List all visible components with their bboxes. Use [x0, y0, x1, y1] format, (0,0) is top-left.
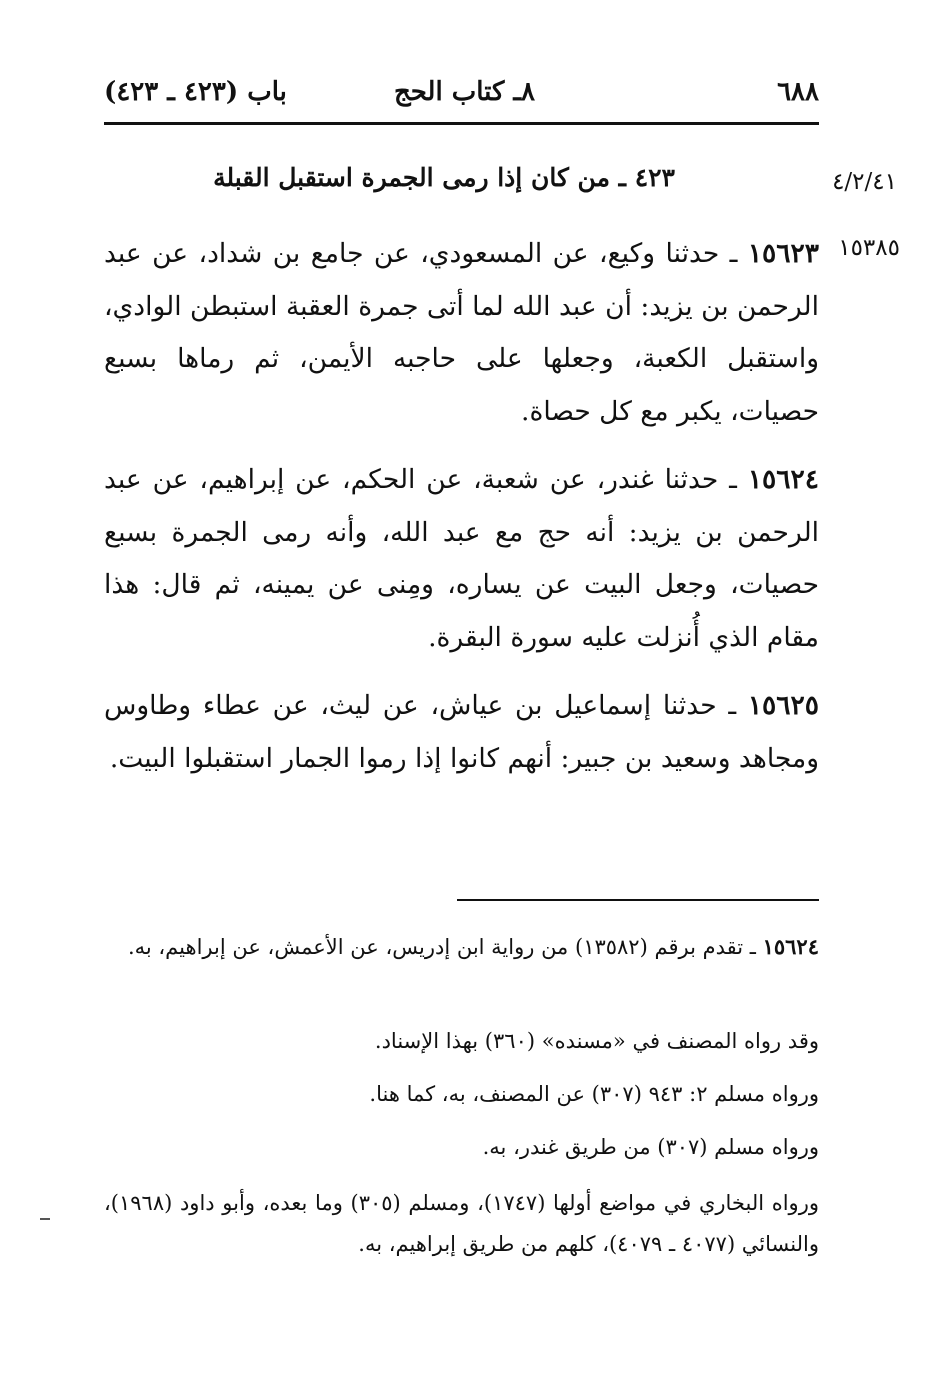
hadith-paragraph: [104, 228, 819, 438]
page-number: ٦٨٨: [777, 77, 819, 107]
hadith-number: ١٥٦٢٤: [747, 464, 819, 495]
chapter-title: ٤٢٣ ـ من كان إذا رمى الجمرة استقبل القبلة: [213, 163, 675, 192]
margin-reference: ٤/٢/٤١: [832, 169, 897, 195]
hadith-text: ـ حدثنا إسماعيل بن عياش، عن ليث، عن عطاء وطاوس ومجاهد وسعيد بن جبير: أنهم كانوا إذا رموا الجمار استقبلوا البيت.: [104, 690, 819, 774]
scan-mark: [40, 1218, 50, 1220]
footnote-separator: [457, 899, 819, 901]
footnote-line: ورواه مسلم ٢: ٩٤٣ (٣٠٧) عن المصنف، به، كما هنا.: [369, 1082, 819, 1106]
hadith-text: ـ حدثنا غندر، عن شعبة، عن الحكم، عن إبراهيم، عن عبد الرحمن بن يزيد: أنه حج مع عبد الله، وأنه رمى الجمرة بسبع حصيات، وجعل البيت عن يساره، ومِنى عن يمينه، ثم قال: هذا مقام الذي أُنزلت عليه سورة البقرة.: [104, 464, 819, 653]
header-rule: [104, 122, 819, 125]
footnote-line: ورواه مسلم (٣٠٧) من طريق غندر، به.: [482, 1135, 819, 1159]
hadith-paragraph: [104, 680, 819, 785]
hadith-paragraph: [104, 454, 819, 664]
book-title: ٨ـ كتاب الحج: [393, 77, 535, 107]
hadith-text: ـ حدثنا وكيع، عن المسعودي، عن جامع بن شداد، عن عبد الرحمن بن يزيد: أن عبد الله لما أتى جمرة العقبة استبطن الوادي، واستقبل الكعبة، وجعلها على حاجبه الأيمن، ثم رماها بسبع حصيات، يكبر مع كل حصاة.: [104, 238, 819, 427]
hadith-number: ١٥٦٢٣: [747, 238, 819, 269]
bab-range: باب (٤٢٣ ـ ٤٢٣): [104, 77, 287, 107]
footnote-number: ١٥٦٢٤: [762, 934, 819, 959]
footnote-text: ـ تقدم برقم (١٣٥٨٢) من رواية ابن إدريس، عن الأعمش، عن إبراهيم، به.: [127, 935, 756, 959]
footnote-line: ورواه البخاري في مواضع أولها (١٧٤٧)، ومسلم (٣٠٥) وما بعده، وأبو داود (١٩٦٨)، والنسائي (٤٠٧٧ ـ ٤٠٧٩)، كلهم من طريق إبراهيم، به.: [104, 1191, 819, 1256]
footnote-paragraph: [104, 922, 819, 972]
hadith-number: ١٥٦٢٥: [747, 690, 819, 721]
hadith-margin-number: ١٥٣٨٥: [838, 235, 900, 261]
footnote-line: وقد رواه المصنف في «مسنده» (٣٦٠) بهذا الإسناد.: [374, 1029, 819, 1053]
